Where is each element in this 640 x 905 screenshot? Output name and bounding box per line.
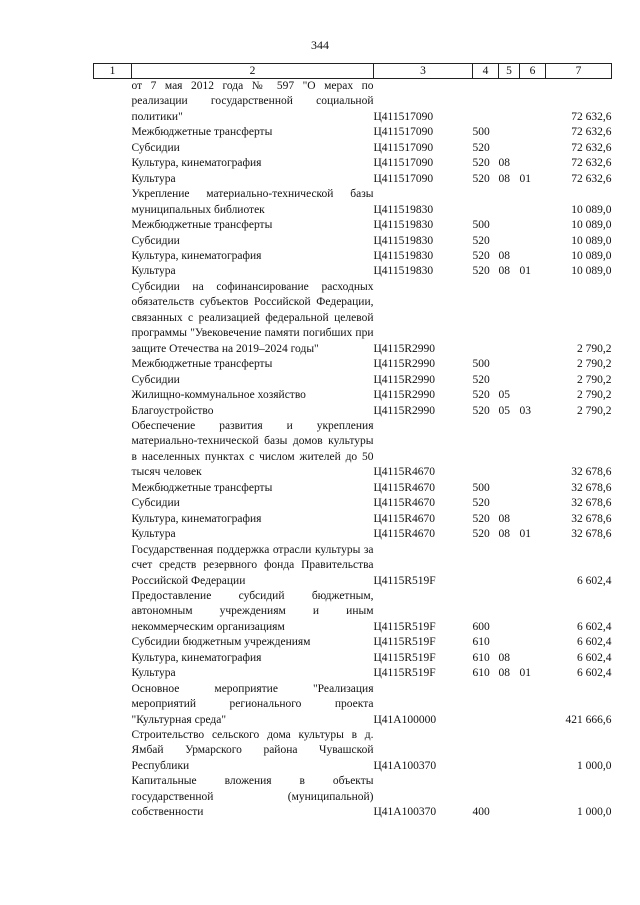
section-cell: 05 [498,404,510,417]
row-number-cell [94,419,132,481]
amount-cell: 32 678,6 [571,512,612,525]
expense-type-cell: 520 [472,234,490,247]
subsection-cell [520,651,546,666]
amount-cell: 10 089,0 [571,219,612,232]
row-number-cell [94,388,132,403]
expense-type-cell: 500 [472,126,490,139]
amount-cell: 2 790,2 [577,342,612,355]
item-name-cell: Субсидии бюджетным учреждениям [131,636,311,649]
item-name-cell: Субсидии [131,234,180,247]
target-code-cell: Ц411517090 [373,157,434,170]
target-code-cell: Ц411519830 [373,203,434,216]
section-cell [499,125,520,140]
target-code-cell: Ц41A100370 [373,759,437,772]
expense-type-cell [473,728,499,774]
amount-cell: 10 089,0 [571,265,612,278]
table-row [94,141,612,156]
item-name-cell: Культура, кинематография [131,249,262,262]
section-cell [499,682,520,728]
row-number-cell [94,682,132,728]
subsection-cell [520,218,546,233]
table-row [94,496,612,511]
item-name-cell: Субсидии на софинансирование расходных обязательств субъектов Российской Федерации, связанных с реализацией федеральной целевой программы "Увековечение памяти погибших при защите Отечества на 2019–2024 годы" [131,280,374,355]
subsection-cell [520,156,546,171]
item-name-cell: Культура [131,172,176,185]
expense-type-cell: 520 [472,389,490,402]
amount-cell: 6 602,4 [577,574,612,587]
item-name-cell: Межбюджетные трансферты [131,219,273,232]
table-row [94,635,612,650]
amount-cell: 72 632,6 [571,172,612,185]
amount-cell: 1 000,0 [577,806,612,819]
subsection-cell [520,357,546,372]
column-header-4: 4 [473,64,499,79]
row-number-cell [94,635,132,650]
expense-type-cell: 520 [472,172,490,185]
row-number-cell [94,156,132,171]
table-row [94,249,612,264]
section-cell: 08 [498,651,510,664]
row-number-cell [94,651,132,666]
target-code-cell: Ц41A100000 [373,713,437,726]
page-number: 344 [311,38,329,52]
subsection-cell [520,774,546,820]
subsection-cell [520,481,546,496]
section-cell: 08 [498,667,510,680]
table-header-row [94,64,612,79]
subsection-cell [520,249,546,264]
row-number-cell [94,264,132,279]
amount-cell: 10 089,0 [571,249,612,262]
row-number-cell [94,187,132,218]
section-cell [499,635,520,650]
expense-type-cell [473,187,499,218]
table-row [94,156,612,171]
table-row [94,481,612,496]
table-row [94,187,612,218]
section-cell: 08 [498,157,510,170]
section-cell [499,141,520,156]
expense-type-cell: 610 [472,636,490,649]
expense-type-cell: 400 [472,806,490,819]
expense-type-cell: 610 [472,651,490,664]
row-number-cell [94,125,132,140]
subsection-cell: 01 [519,528,531,541]
item-name-cell: Благоустройство [131,404,214,417]
expense-type-cell: 520 [472,265,490,278]
expense-type-cell: 520 [472,497,490,510]
column-header-2: 2 [132,64,374,79]
amount-cell: 6 602,4 [577,620,612,633]
row-number-cell [94,141,132,156]
item-name-cell: Укрепление материально-технической базы муниципальных библиотек [131,188,374,216]
item-name-cell: Межбюджетные трансферты [131,126,273,139]
table-row [94,651,612,666]
row-number-cell [94,589,132,635]
table-row [94,543,612,589]
expense-type-cell: 520 [472,141,490,154]
target-code-cell: Ц411517090 [373,126,434,139]
target-code-cell: Ц4115R4670 [373,481,436,494]
target-code-cell: Ц4115R2990 [373,342,436,355]
expense-type-cell: 500 [472,219,490,232]
subsection-cell: 03 [519,404,531,417]
subsection-cell [520,187,546,218]
amount-cell: 10 089,0 [571,203,612,216]
section-cell [499,419,520,481]
row-number-cell [94,774,132,820]
target-code-cell: Ц4115R4670 [373,466,436,479]
row-number-cell [94,481,132,496]
row-number-cell [94,234,132,249]
item-name-cell: Обеспечение развития и укрепления материально-технической базы домов культуры в населенных пунктах с числом жителей до 50 тысяч человек [131,419,374,479]
target-code-cell: Ц411517090 [373,141,434,154]
table-row [94,666,612,681]
item-name-cell: Капитальные вложения в объекты государственной (муниципальной) собственности [131,775,374,819]
column-header-6: 6 [520,64,546,79]
column-header-3: 3 [374,64,473,79]
item-name-cell: Межбюджетные трансферты [131,358,273,371]
expense-type-cell: 520 [472,249,490,262]
row-number-cell [94,728,132,774]
subsection-cell [520,388,546,403]
amount-cell: 32 678,6 [571,528,612,541]
subsection-cell [520,234,546,249]
expense-type-cell: 520 [472,404,490,417]
expense-type-cell: 500 [472,481,490,494]
item-name-cell: Культура [131,528,176,541]
row-number-cell [94,512,132,527]
section-cell: 08 [498,512,510,525]
target-code-cell: Ц4115R4670 [373,512,436,525]
target-code-cell: Ц4115R2990 [373,389,436,402]
row-number-cell [94,79,132,126]
table-row [94,388,612,403]
section-cell [499,728,520,774]
expense-type-cell [473,280,499,357]
target-code-cell: Ц411517090 [373,110,434,123]
column-header-1: 1 [94,64,132,79]
subsection-cell [520,728,546,774]
item-name-cell: Культура, кинематография [131,157,262,170]
expense-type-cell [473,543,499,589]
target-code-cell: Ц4115R2990 [373,373,436,386]
section-cell [499,481,520,496]
target-code-cell: Ц4115R519F [373,574,436,587]
section-cell: 08 [498,528,510,541]
amount-cell: 2 790,2 [577,358,612,371]
target-code-cell: Ц4115R4670 [373,497,436,510]
item-name-cell: Субсидии [131,373,180,386]
table-row [94,728,612,774]
section-cell [499,774,520,820]
amount-cell: 32 678,6 [571,497,612,510]
expense-type-cell [473,79,499,126]
amount-cell: 6 602,4 [577,651,612,664]
amount-cell: 2 790,2 [577,389,612,402]
subsection-cell [520,373,546,388]
subsection-cell: 01 [519,265,531,278]
row-number-cell [94,172,132,187]
target-code-cell: Ц4115R519F [373,636,436,649]
table-row [94,218,612,233]
section-cell [499,79,520,126]
row-number-cell [94,357,132,372]
item-name-cell: Культура [131,667,176,680]
subsection-cell [520,635,546,650]
amount-cell: 32 678,6 [571,481,612,494]
item-name-cell: Культура, кинематография [131,651,262,664]
section-cell [499,357,520,372]
table-row [94,125,612,140]
item-name-cell: Культура, кинематография [131,512,262,525]
item-name-cell: Культура [131,265,176,278]
subsection-cell [520,419,546,481]
row-number-cell [94,218,132,233]
subsection-cell [520,589,546,635]
target-code-cell: Ц411519830 [373,219,434,232]
expense-type-cell: 610 [472,667,490,680]
amount-cell: 10 089,0 [571,234,612,247]
section-cell [499,280,520,357]
amount-cell: 72 632,6 [571,110,612,123]
row-number-cell [94,527,132,542]
section-cell: 08 [498,172,510,185]
row-number-cell [94,280,132,357]
table-row [94,373,612,388]
expense-type-cell: 520 [472,528,490,541]
section-cell [499,543,520,589]
table-row [94,172,612,187]
target-code-cell: Ц411519830 [373,234,434,247]
section-cell [499,496,520,511]
subsection-cell [520,682,546,728]
expense-type-cell [473,682,499,728]
table-row [94,527,612,542]
row-number-cell [94,496,132,511]
table-row [94,682,612,728]
amount-cell: 2 790,2 [577,404,612,417]
section-cell [499,218,520,233]
column-header-5: 5 [499,64,520,79]
item-name-cell: от 7 мая 2012 года № 597 "О мерах по реализации государственной социальной политики" [131,80,374,123]
row-number-cell [94,373,132,388]
table-row [94,419,612,481]
subsection-cell [520,496,546,511]
amount-cell: 6 602,4 [577,667,612,680]
subsection-cell [520,125,546,140]
item-name-cell: Межбюджетные трансферты [131,481,273,494]
subsection-cell [520,543,546,589]
section-cell [499,589,520,635]
table-row [94,357,612,372]
table-row [94,264,612,279]
amount-cell: 6 602,4 [577,636,612,649]
expense-type-cell: 520 [472,512,490,525]
subsection-cell: 01 [519,172,531,185]
expense-type-cell: 600 [472,620,490,633]
subsection-cell [520,79,546,126]
amount-cell: 72 632,6 [571,126,612,139]
table-row [94,234,612,249]
amount-cell: 72 632,6 [571,141,612,154]
target-code-cell: Ц4115R4670 [373,528,436,541]
item-name-cell: Субсидии [131,497,180,510]
item-name-cell: Жилищно-коммунальное хозяйство [131,389,306,402]
target-code-cell: Ц4115R2990 [373,358,436,371]
subsection-cell [520,141,546,156]
row-number-cell [94,404,132,419]
section-cell: 05 [498,389,510,402]
table-row [94,774,612,820]
section-cell [499,234,520,249]
section-cell [499,187,520,218]
expense-type-cell [473,419,499,481]
target-code-cell: Ц4115R519F [373,667,436,680]
item-name-cell: Государственная поддержка отрасли культуры за счет средств резервного фонда Правительства Российской Федерации [131,543,374,587]
table-row [94,280,612,357]
table-row [94,79,612,126]
target-code-cell: Ц411519830 [373,249,434,262]
table-row [94,404,612,419]
amount-cell: 2 790,2 [577,373,612,386]
subsection-cell [520,280,546,357]
amount-cell: 421 666,6 [565,713,612,726]
expense-type-cell: 500 [472,358,490,371]
item-name-cell: Предоставление субсидий бюджетным, автономным учреждениям и иным некоммерческим организациям [131,589,374,633]
section-cell [499,373,520,388]
row-number-cell [94,249,132,264]
target-code-cell: Ц4115R2990 [373,404,436,417]
item-name-cell: Основное мероприятие "Реализация мероприятий регионального проекта "Культурная среда" [131,682,374,726]
subsection-cell: 01 [519,667,531,680]
amount-cell: 32 678,6 [571,466,612,479]
item-name-cell: Субсидии [131,141,180,154]
budget-table [93,63,612,821]
table-row [94,512,612,527]
expense-type-cell: 520 [472,373,490,386]
subsection-cell [520,512,546,527]
amount-cell: 72 632,6 [571,157,612,170]
target-code-cell: Ц411517090 [373,172,434,185]
amount-cell: 1 000,0 [577,759,612,772]
target-code-cell: Ц4115R519F [373,651,436,664]
section-cell: 08 [498,249,510,262]
target-code-cell: Ц41A100370 [373,806,437,819]
table-row [94,589,612,635]
section-cell: 08 [498,265,510,278]
target-code-cell: Ц4115R519F [373,620,436,633]
table-body [94,79,612,821]
row-number-cell [94,666,132,681]
column-header-7: 7 [546,64,612,79]
item-name-cell: Строительство сельского дома культуры в д. Ямбай Урмарского района Чувашской Республики [131,729,374,772]
target-code-cell: Ц411519830 [373,265,434,278]
expense-type-cell: 520 [472,157,490,170]
row-number-cell [94,543,132,589]
